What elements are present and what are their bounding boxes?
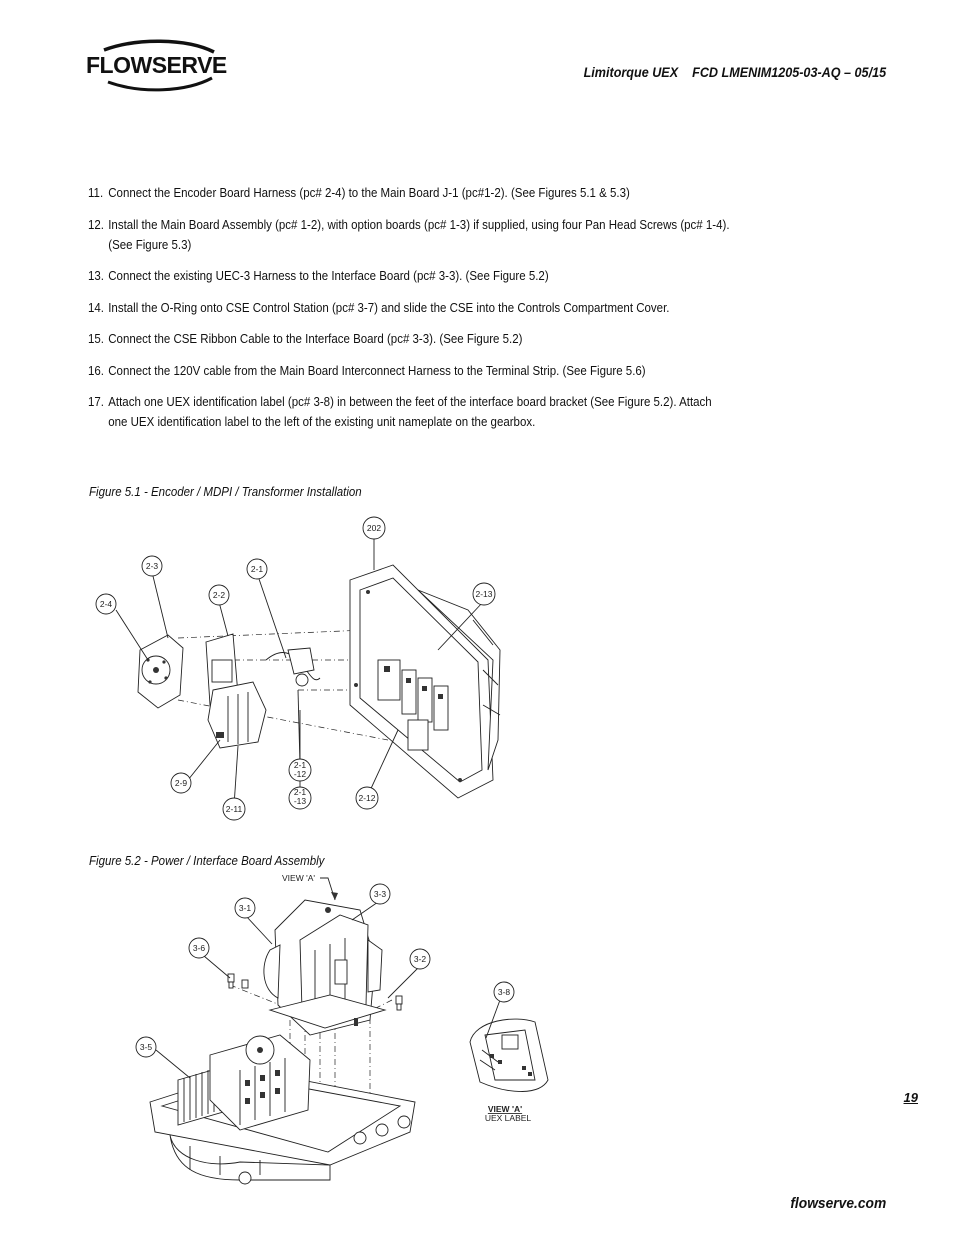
list-item: 12. Install the Main Board Assembly (pc# 1-2), with option boards (pc# 1-3) if supplied, using four Pan Head Screws (pc# 1-4). (See Figure 5.3)	[88, 217, 730, 252]
list-item: 15. Connect the CSE Ribbon Cable to the Interface Board (pc# 3-3). (See Figure 5.2)	[88, 332, 523, 346]
svg-text:2-1: 2-1	[250, 564, 264, 574]
view-a-inset	[470, 1019, 548, 1123]
screw-icon	[242, 980, 248, 988]
callout-2-11	[223, 798, 245, 820]
svg-text:2-2: 2-2	[212, 590, 226, 600]
svg-text:202: 202	[366, 523, 382, 533]
svg-text:3-8: 3-8	[497, 987, 511, 997]
list-item: 16. Connect the 120V cable from the Main Board Interconnect Harness to the Terminal Strip. (See Figure 5.6)	[88, 363, 646, 378]
instruction-steps	[88, 183, 728, 444]
svg-text:3-5: 3-5	[139, 1042, 153, 1052]
svg-text:2-3: 2-3	[145, 561, 159, 571]
svg-text:2-12: 2-12	[358, 793, 376, 803]
svg-text:2-13: 2-13	[475, 589, 493, 599]
figure-5-1-caption: Figure 5.1 - Encoder / MDPI / Transformer Installation	[89, 485, 362, 499]
svg-text:-12: -12	[293, 769, 307, 779]
svg-text:2-1: 2-1	[293, 787, 307, 797]
callout-2-4	[96, 594, 116, 614]
footer-url[interactable]: flowserve.com	[790, 1195, 886, 1212]
figure-5-2-caption: Figure 5.2 - Power / Interface Board Assembly	[89, 854, 325, 868]
callout-2-1	[247, 559, 267, 579]
svg-text:2-11: 2-11	[225, 804, 243, 814]
screw-icon	[396, 996, 402, 1010]
callout-202	[363, 517, 385, 539]
logo-wordmark: FLOWSERVE	[86, 52, 227, 78]
svg-text:3-6: 3-6	[192, 943, 206, 953]
svg-text:2-1: 2-1	[293, 760, 307, 770]
flowserve-logo	[86, 38, 226, 94]
callout-2-13	[473, 583, 495, 605]
document-title: Limitorque UEX FCD LMENIM1205-03-AQ – 05/15	[583, 64, 886, 80]
svg-text:3-2: 3-2	[413, 954, 427, 964]
svg-text:UEX LABEL: UEX LABEL	[484, 1113, 532, 1123]
page-number: 19	[903, 1090, 918, 1105]
callout-3-1	[235, 898, 255, 918]
figure-5-1-diagram	[88, 510, 528, 830]
svg-text:-13: -13	[293, 796, 307, 806]
callout-2-9	[171, 773, 191, 793]
callout-3-5	[136, 1037, 156, 1057]
screw-icon	[228, 974, 234, 988]
callout-2-2	[209, 585, 229, 605]
callout-2-3	[142, 556, 162, 576]
callout-3-3	[370, 884, 390, 904]
svg-text:3-1: 3-1	[238, 903, 252, 913]
list-item: 14. Install the O-Ring onto CSE Control Station (pc# 3-7) and slide the CSE into the Controls Compartment Cover.	[88, 300, 670, 315]
callout-3-2	[410, 949, 430, 969]
figure-5-2-diagram	[130, 870, 560, 1185]
callout-2-1-12	[289, 759, 311, 781]
svg-text:2-4: 2-4	[99, 599, 113, 609]
svg-text:3-3: 3-3	[373, 889, 387, 899]
list-item: 11. Connect the Encoder Board Harness (pc# 2-4) to the Main Board J-1 (pc#1-2). (See Figures 5.1 & 5.3)	[88, 186, 630, 200]
svg-text:VIEW 'A': VIEW 'A'	[487, 1104, 523, 1114]
callout-2-12	[356, 787, 378, 809]
callout-3-6	[189, 938, 209, 958]
list-item: 13. Connect the existing UEC-3 Harness to the Interface Board (pc# 3-3). (See Figure 5.2)	[88, 269, 549, 283]
list-item: 17. Attach one UEX identification label (pc# 3-8) in between the feet of the interface board bracket (See Figure 5.2). Attach one UEX identification label to the left of the existing unit nameplate on the gearbox.	[88, 395, 712, 429]
view-a-label: VIEW 'A'	[282, 873, 315, 883]
callout-3-8	[494, 982, 514, 1002]
callout-2-1-13	[289, 787, 311, 809]
svg-text:2-9: 2-9	[174, 778, 188, 788]
